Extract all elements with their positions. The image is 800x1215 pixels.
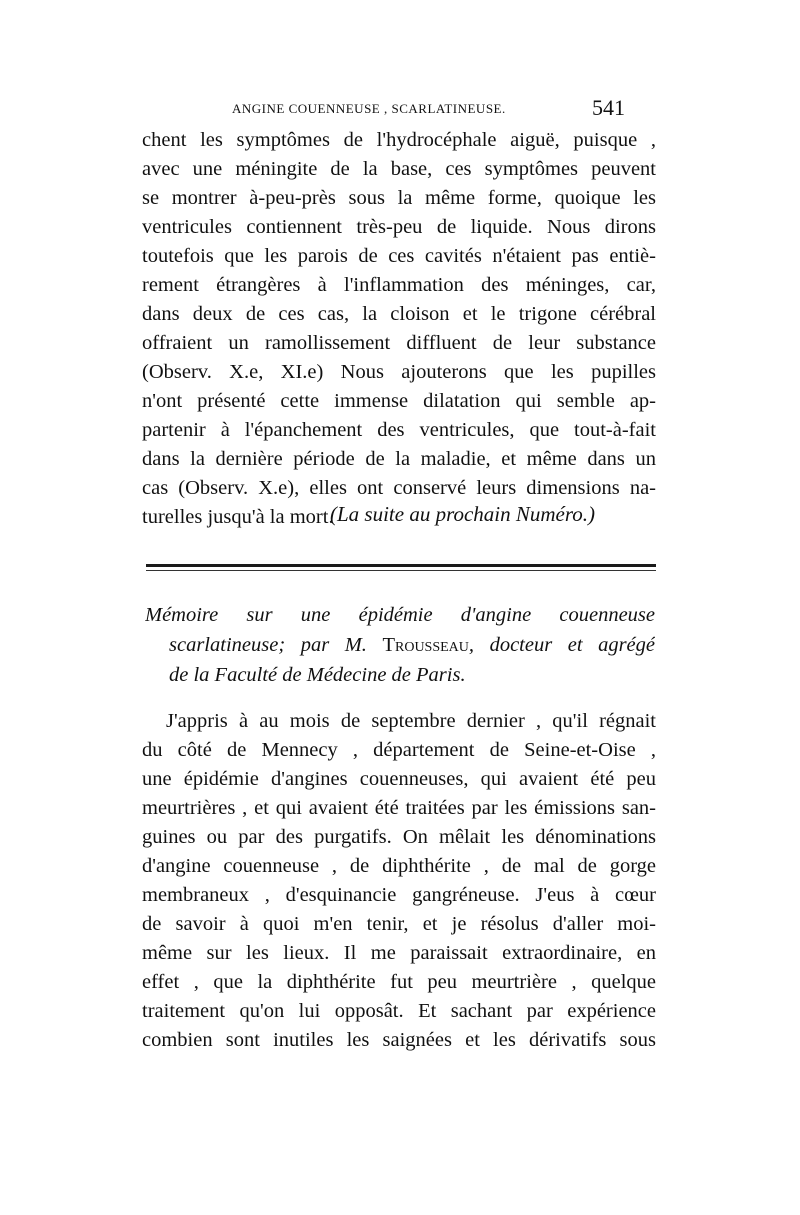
text-line: combien sont inutiles les saignées et les dérivatifs sous [142,1029,656,1051]
text-line: avec une méningite de la base, ces symptômes peuvent [142,158,656,180]
text-line: dans deux de ces cas, la cloison et le trigone cérébral [142,303,656,325]
text-line: turelles jusqu'à la mort. [142,506,334,528]
text-line: ventricules contiennent très-peu de liquide. Nous dirons [142,216,656,238]
article-title-line: de la Faculté de Médecine de Paris. [169,664,466,686]
text-line: une épidémie d'angines couenneuses, qui avaient été peu [142,768,656,790]
text-line: membraneux , d'esquinancie gangréneuse. J'eus à cœur [142,884,656,906]
section-divider-thin [146,570,656,571]
article-title [145,600,655,690]
article-title-part: scarlatineuse; par M. [169,634,383,656]
text-line: chent les symptômes de l'hydrocéphale aiguë, puisque , [142,129,656,151]
text-line: toutefois que les parois de ces cavités n'étaient pas entiè- [142,245,656,267]
text-line: rement étrangères à l'inflammation des méninges, car, [142,274,656,296]
text-line: du côté de Mennecy , département de Seine-et-Oise , [142,739,656,761]
continuation-note: (La suite au prochain Numéro.) [330,502,596,526]
page-number: 541 [592,95,625,120]
text-line: meurtrières , et qui avaient été traitées par les émissions san- [142,797,656,819]
text-line: même sur les lieux. Il me paraissait extraordinaire, en [142,942,656,964]
page-header [0,95,800,125]
article-title-line [145,630,655,660]
text-line: offraient un ramollissement diffluent de leur substance [142,332,656,354]
text-line: (Observ. X.e, XI.e) Nous ajouterons que les pupilles [142,361,656,383]
article-body [142,707,656,1055]
text-line: guines ou par des purgatifs. On mêlait les dénominations [142,826,656,848]
text-line: se montrer à-peu-près sous la même forme, quoique les [142,187,656,209]
article-title-part: , docteur et agrégé [468,634,655,656]
text-line: dans la dernière période de la maladie, et même dans un [142,448,656,470]
article-title-line: Mémoire sur une épidémie d'angine couenneuse [145,604,655,626]
text-line: partenir à l'épanchement des ventricules, que tout-à-fait [142,419,656,441]
text-line: effet , que la diphthérite fut peu meurtrière , quelque [142,971,656,993]
text-line: de savoir à quoi m'en tenir, et je résolus d'aller moi- [142,913,656,935]
running-title: ANGINE COUENNEUSE , SCARLATINEUSE. [232,101,506,116]
text-line: d'angine couenneuse , de diphthérite , de mal de gorge [142,855,656,877]
text-line: cas (Observ. X.e), elles ont conservé leurs dimensions na- [142,477,656,499]
author-name: Trousseau [382,634,469,656]
section-divider [146,564,656,567]
body-text-continued [142,126,656,532]
text-line: n'ont présenté cette immense dilatation qui semble ap- [142,390,656,412]
text-line: traitement qu'on lui opposât. Et sachant par expérience [142,1000,656,1022]
text-line: J'appris à au mois de septembre dernier , qu'il régnait [166,710,656,732]
